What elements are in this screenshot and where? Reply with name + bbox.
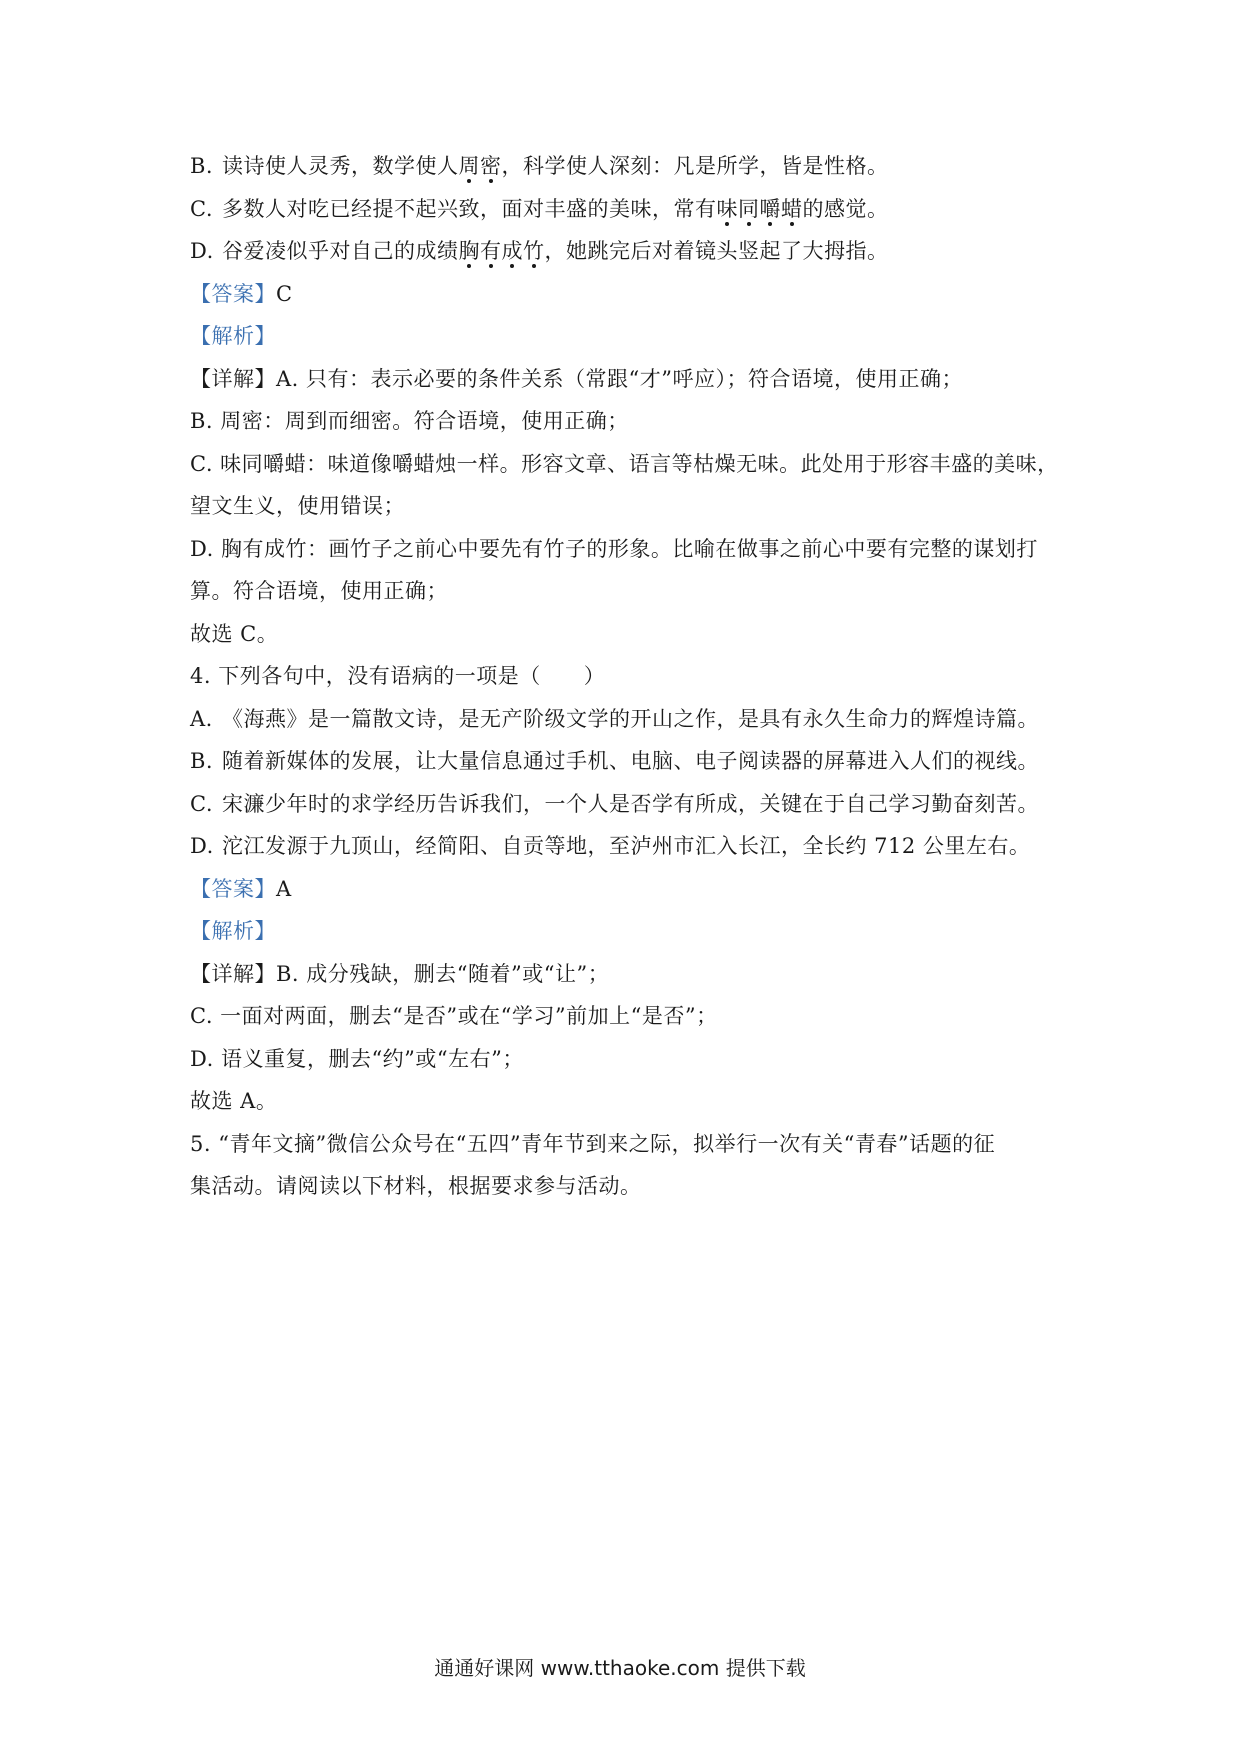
q3-detail-line: 算。符合语境，使用正确； xyxy=(190,579,448,603)
option-label: B. xyxy=(190,154,214,178)
analysis-tag: 【解析】 xyxy=(190,919,276,943)
q3-conclusion: 故选 C。 xyxy=(190,621,279,646)
answer-tag: 【答案】 xyxy=(190,876,276,901)
option-label: C. xyxy=(190,196,213,221)
option-label: C. xyxy=(190,791,213,816)
document-page xyxy=(190,145,1070,1208)
q4-stem: 4. 下列各句中，没有语病的一项是（ ） xyxy=(190,664,606,688)
q4-answer xyxy=(190,868,1070,911)
emphasis-char: 周 xyxy=(458,154,480,178)
q3-option-c: C. 多数人对吃已经提不起兴致，面对丰盛的美味，常有味同嚼蜡的感觉。 xyxy=(190,188,1070,231)
emphasis-char: 同 xyxy=(738,196,760,221)
detail-tag: 【详解】 xyxy=(190,961,276,986)
page-footer: 通通好课网 www.tthaoke.com 提供下载 xyxy=(434,1656,806,1680)
q4-detail-line: 【详解】B. 成分残缺，删去“随着”或“让”； xyxy=(190,961,610,986)
q3-option-b: B. 读诗使人灵秀，数学使人周密，科学使人深刻：凡是所学，皆是性格。 xyxy=(190,145,1070,188)
emphasis-char: 成 xyxy=(501,239,523,263)
option-label: D. xyxy=(190,239,214,263)
q4-detail-line: C. 一面对两面，删去“是否”或在“学习”前加上“是否”； xyxy=(190,1004,718,1028)
emphasis-char: 味 xyxy=(716,196,738,221)
option-label: B. xyxy=(190,749,214,773)
option-label: A. xyxy=(190,706,213,731)
q3-detail-line: C. 味同嚼蜡：味道像嚼蜡烛一样。形容文章、语言等枯燥无味。此处用于形容丰盛的美味， xyxy=(190,451,1059,476)
q4-option-b: B. 随着新媒体的发展，让大量信息通过手机、电脑、电子阅读器的屏幕进入人们的视线。 xyxy=(190,740,1070,783)
q4-option-c: C. 宋濂少年时的求学经历告诉我们，一个人是否学有所成，关键在于自己学习勤奋刻苦。 xyxy=(190,783,1070,826)
emphasis-char: 竹 xyxy=(523,239,545,263)
answer-value: A xyxy=(276,876,292,901)
answer-tag: 【答案】 xyxy=(190,281,276,306)
emphasis-char: 胸 xyxy=(458,239,480,263)
emphasis-char: 密 xyxy=(480,154,502,178)
answer-value: C xyxy=(276,281,293,306)
q4-conclusion: 故选 A。 xyxy=(190,1089,278,1113)
q3-analysis xyxy=(190,315,1070,358)
option-label: D. xyxy=(190,834,214,858)
q3-detail-line: D. 胸有成竹：画竹子之前心中要先有竹子的形象。比喻在做事之前心中要有完整的谋划打 xyxy=(190,536,1038,561)
emphasis-char: 嚼 xyxy=(759,196,781,221)
q5-stem-line: 5. “青年文摘”微信公众号在“五四”青年节到来之际，拟举行一次有关“青春”话题的征 xyxy=(190,1131,996,1156)
q3-detail-line: 【详解】A. 只有：表示必要的条件关系（常跟“才”呼应）；符合语境，使用正确； xyxy=(190,366,963,391)
q5-stem-line: 集活动。请阅读以下材料，根据要求参与活动。 xyxy=(190,1174,642,1198)
analysis-tag: 【解析】 xyxy=(190,324,276,348)
q4-analysis xyxy=(190,910,1070,953)
emphasis-char: 有 xyxy=(480,239,502,263)
q4-option-d: D. 沱江发源于九顶山，经简阳、自贡等地，至泸州市汇入长江，全长约 712 公里左右。 xyxy=(190,825,1070,868)
emphasis-char: 蜡 xyxy=(781,196,803,221)
q3-detail-line: 望文生义，使用错误； xyxy=(190,494,405,518)
q4-option-a: A. 《海燕》是一篇散文诗，是无产阶级文学的开山之作，是具有永久生命力的辉煌诗篇。 xyxy=(190,698,1070,741)
q3-answer xyxy=(190,273,1070,316)
q4-detail-line: D. 语义重复，删去“约”或“左右”； xyxy=(190,1046,524,1071)
detail-tag: 【详解】 xyxy=(190,366,276,391)
q3-detail-line: B. 周密：周到而细密。符合语境，使用正确； xyxy=(190,409,629,433)
q3-option-d: D. 谷爱凌似乎对自己的成绩胸有成竹，她跳完后对着镜头竖起了大拇指。 xyxy=(190,230,1070,273)
